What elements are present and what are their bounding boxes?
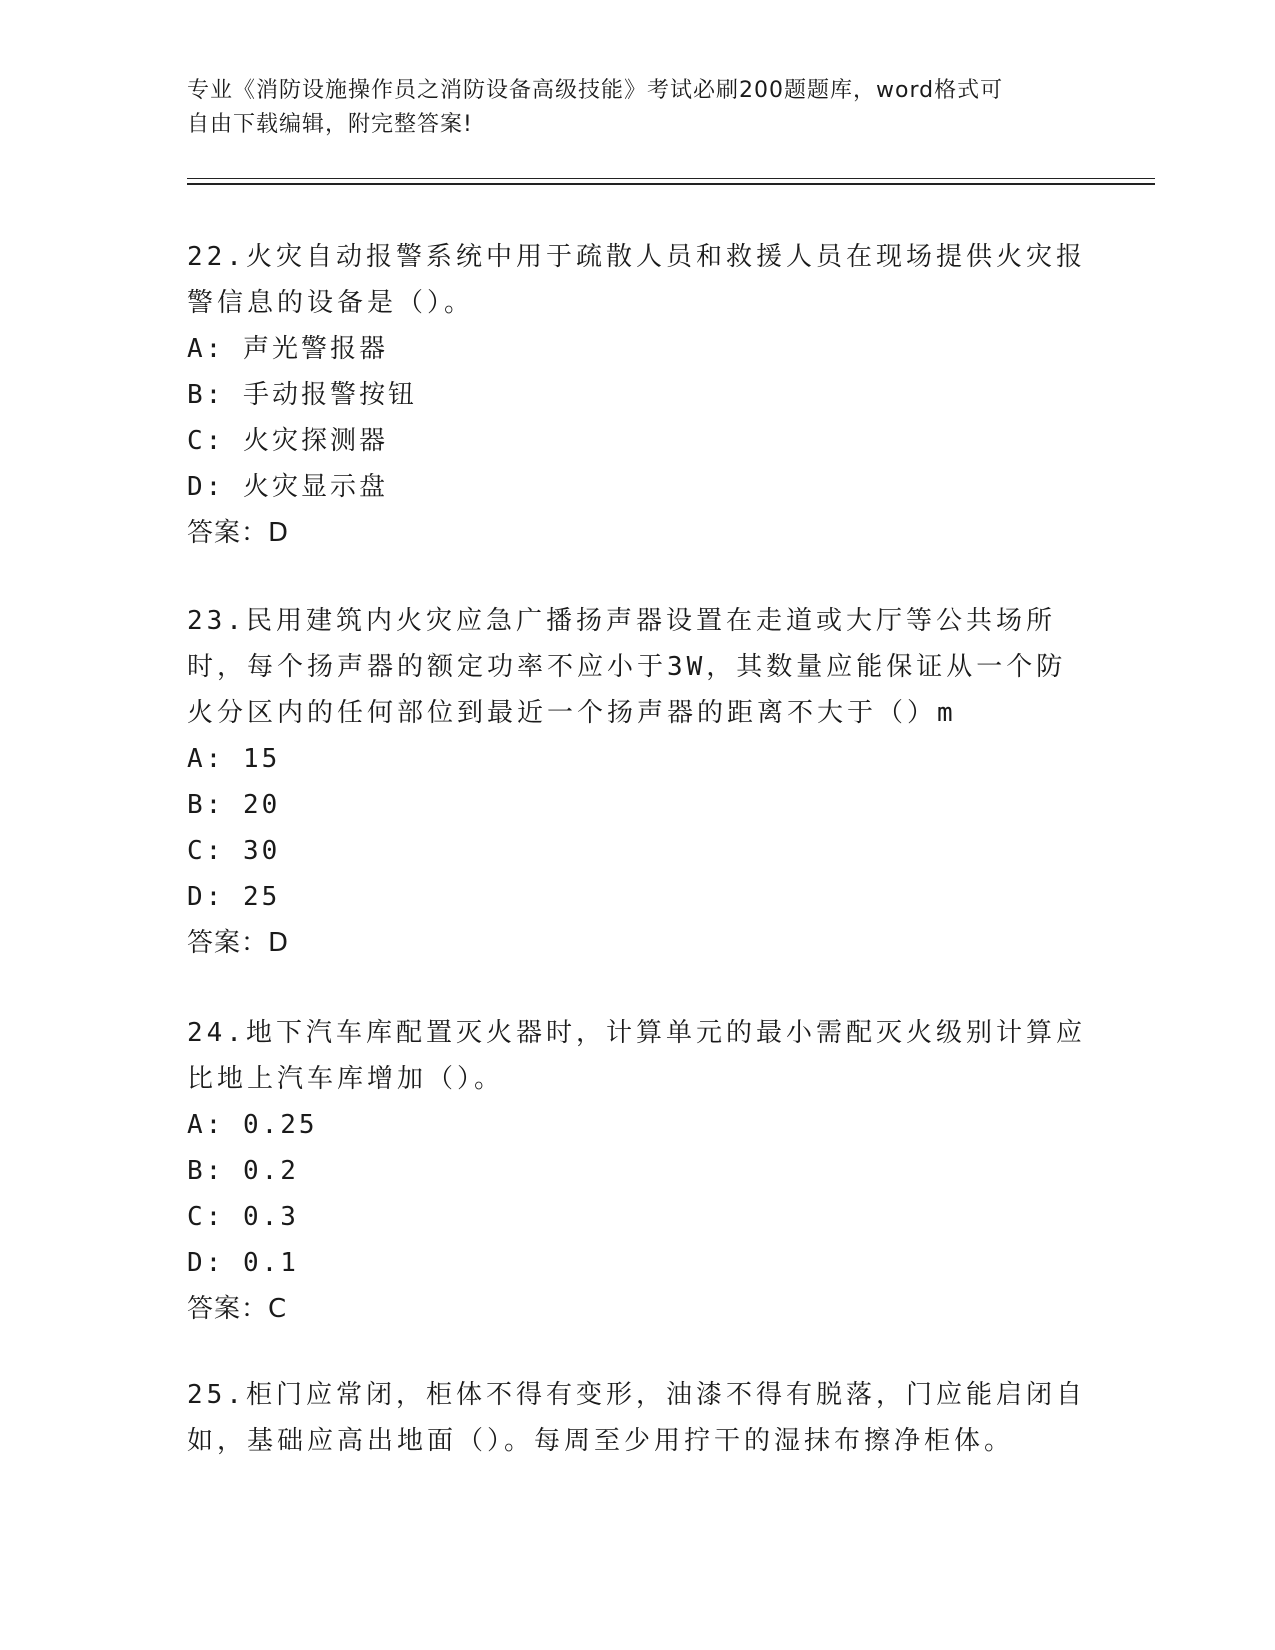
option-text: 0.3 xyxy=(242,1202,299,1232)
option-label: C: xyxy=(187,836,225,866)
option-label: C: xyxy=(187,426,225,456)
answer-value: D xyxy=(268,928,290,958)
question-body: 地下汽车库配置灭火器时，计算单元的最小需配灭火级别计算应比地上汽车库增加（）。 xyxy=(187,1018,1086,1094)
answer-value: D xyxy=(268,518,290,548)
option-d xyxy=(187,464,1087,510)
option-label: D: xyxy=(187,472,225,502)
option-label: D: xyxy=(187,1248,225,1278)
option-a xyxy=(187,1102,1087,1148)
option-text: 30 xyxy=(242,836,281,866)
option-a xyxy=(187,326,1087,372)
question-text xyxy=(187,234,1087,326)
option-text: 20 xyxy=(242,790,281,820)
option-text: 火灾探测器 xyxy=(242,426,388,456)
question-23 xyxy=(187,598,1087,966)
question-number: 23. xyxy=(187,606,246,636)
question-number: 24. xyxy=(187,1018,246,1048)
option-b xyxy=(187,1148,1087,1194)
option-text: 15 xyxy=(242,744,281,774)
option-label: A: xyxy=(187,334,225,364)
option-text: 火灾显示盘 xyxy=(242,472,388,502)
header-title-line-1: 专业《消防设施操作员之消防设备高级技能》考试必刷200题题库，word格式可 xyxy=(187,78,1004,103)
option-text: 声光警报器 xyxy=(242,334,388,364)
option-text: 0.1 xyxy=(242,1248,299,1278)
option-label: B: xyxy=(187,1156,225,1186)
answer-line xyxy=(187,1286,1087,1332)
question-number: 22. xyxy=(187,242,246,272)
option-label: D: xyxy=(187,882,225,912)
option-label: B: xyxy=(187,380,225,410)
option-d xyxy=(187,874,1087,920)
document-header xyxy=(187,74,1067,142)
header-divider-thick xyxy=(187,183,1155,185)
answer-label: 答案： xyxy=(187,928,269,958)
header-title-line-2: 自由下载编辑，附完整答案! xyxy=(187,112,473,137)
option-c xyxy=(187,828,1087,874)
option-d xyxy=(187,1240,1087,1286)
question-25 xyxy=(187,1372,1087,1464)
option-c xyxy=(187,418,1087,464)
question-22 xyxy=(187,234,1087,556)
question-body: 柜门应常闭，柜体不得有变形，油漆不得有脱落，门应能启闭自如，基础应高出地面（）。每周至少用拧干的湿抹布擦净柜体。 xyxy=(187,1380,1086,1456)
answer-line xyxy=(187,510,1087,556)
option-label: C: xyxy=(187,1202,225,1232)
option-text: 0.2 xyxy=(242,1156,299,1186)
question-24 xyxy=(187,1010,1087,1332)
option-b xyxy=(187,782,1087,828)
option-text: 手动报警按钮 xyxy=(242,380,417,410)
question-text xyxy=(187,1372,1087,1464)
option-text: 25 xyxy=(242,882,281,912)
option-a xyxy=(187,736,1087,782)
option-label: A: xyxy=(187,1110,225,1140)
question-body: 民用建筑内火灾应急广播扬声器设置在走道或大厅等公共场所时，每个扬声器的额定功率不应小于3W，其数量应能保证从一个防火分区内的任何部位到最近一个扬声器的距离不大于（）m xyxy=(187,606,1067,728)
answer-line xyxy=(187,920,1087,966)
option-b xyxy=(187,372,1087,418)
option-label: A: xyxy=(187,744,225,774)
answer-value: C xyxy=(268,1294,288,1324)
question-number: 25. xyxy=(187,1380,246,1410)
option-text: 0.25 xyxy=(242,1110,318,1140)
question-body: 火灾自动报警系统中用于疏散人员和救援人员在现场提供火灾报警信息的设备是（）。 xyxy=(187,242,1086,318)
question-text xyxy=(187,1010,1087,1102)
answer-label: 答案： xyxy=(187,518,269,548)
option-label: B: xyxy=(187,790,225,820)
answer-label: 答案： xyxy=(187,1294,269,1324)
header-divider-thin xyxy=(187,178,1155,179)
option-c xyxy=(187,1194,1087,1240)
question-text xyxy=(187,598,1087,736)
